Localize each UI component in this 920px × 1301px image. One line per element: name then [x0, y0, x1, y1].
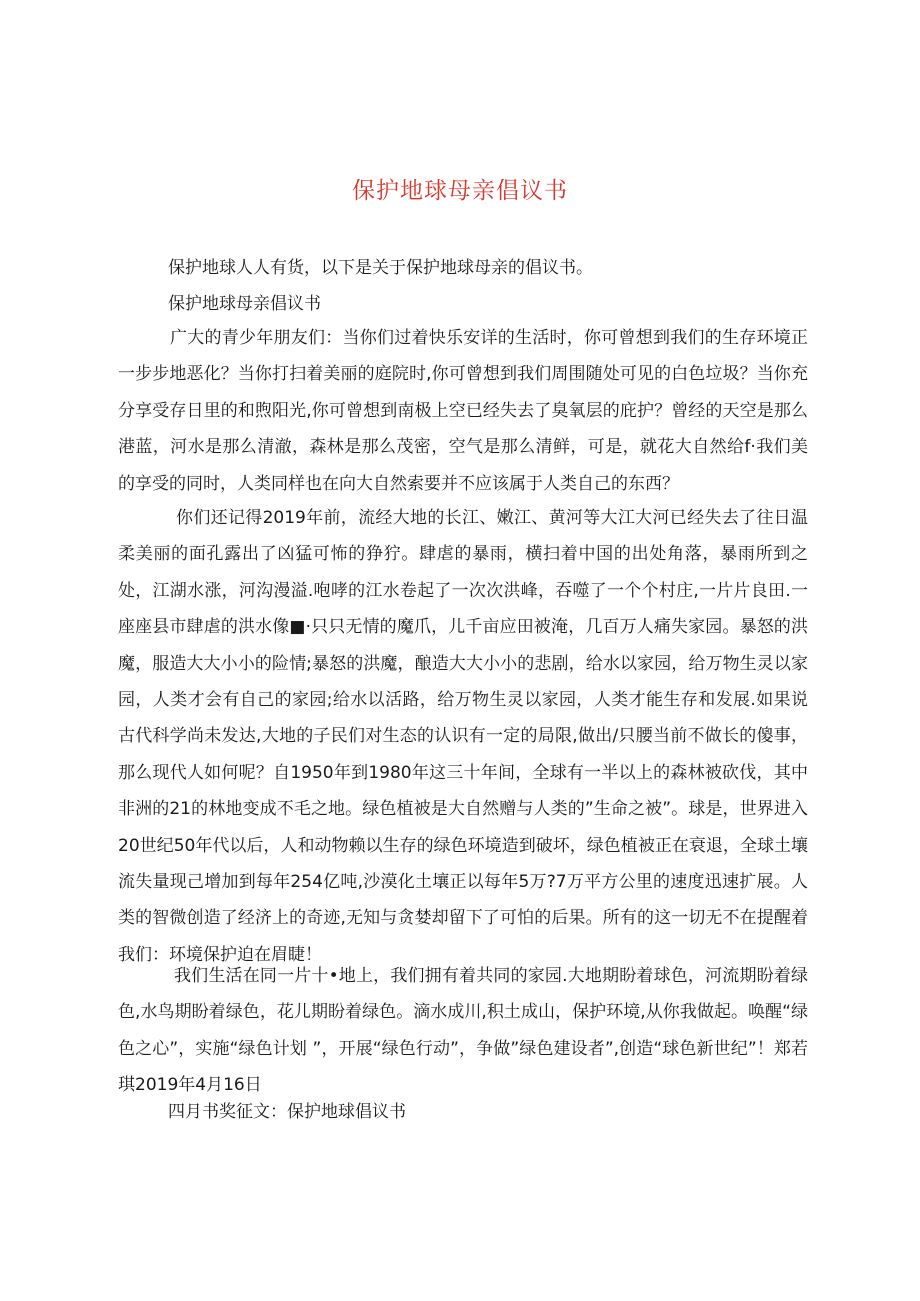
paragraph-3: 我们生活在同一片十•地上，我们拥有着共同的家园.大地期盼着球色，河流期盼着绿色,水鸟期盼着绿色，花儿期盼着绿色。滴水成川,积土成山，保护环境,从你我做起。唤醒“绿色之心”，实施“绿色计划 ”，开展“绿色行动”，争做”绿色建设者”,创造“球色新世纪”！郑若琪2019年4月16日 — [118, 966, 808, 1096]
paragraph-2: 你们还记得2019年前，流经大地的长江、嫩江、黄河等大江大河已经失去了往日温柔美丽的面孔露出了凶猛可怖的狰狞。肆虐的暴雨，横扫着中国的出处角落，暴雨所到之处，江湖水涨，河沟漫溢.咆哮的江水卷起了一次次洪峰，吞噬了一个个村庄,一片片良田.一座座县市肆虐的洪水像■·只只无情的魔爪，儿千亩应田被淹，几百万人痛失家园。暴怒的洪魔，服造大大小小的险情;暴怒的洪魔，酿造大大小小的悲剧，给水以家园，给万物生灵以家园，人类才会有自己的家园;给水以活路，给万物生灵以家园，人类才能生存和发展.如果说古代科学尚未发达,大地的子民们对生态的认识有一定的局限,做出/只腰当前不做长的傻事，那么现代人如何呢？自1950年到1980年这三十年间，全球有一半以上的森林被砍伐，其中非洲的21的林地变成不毛之地。绿色植被是大自然赠与人类的”生命之被”。球是，世界进入20世纪50年代以后，人和动物赖以生存的绿色环境造到破坏，绿色植被正在衰退，全球土壤流失量现己增加到每年254亿吨,沙漠化土壤正以每年5万?7万平方公里的速度迅速扩展。人类的智微创造了经济上的奇迹,无知与贪婪却留下了可怕的后果。所有的这一切无不在提醒着我们：环境保护迫在眉睫！ — [118, 508, 808, 965]
footer-line: 四月书奖征文：保护地球倡议书 — [168, 1102, 406, 1122]
intro-line: 保护地球人人有货，以下是关于保护地球母亲的倡议书。 — [168, 258, 593, 278]
document-subtitle: 保护地球母亲倡议书 — [168, 294, 321, 314]
paragraph-1: 广大的青少年朋友们：当你们过着快乐安详的生活时，你可曾想到我们的生存环境正一步步地恶化？当你打扫着美丽的庭院时,你可曾想到我们周围随处可见的白色垃圾？当你充分享受存日里的和煦阳光,你可曾想到南极上空已经失去了臭氧层的庇护？曾经的天空是那么港蓝，河水是那么清澈，森林是那么茂密，空气是那么清鲜，可是，就花大自然给f·我们美的享受的同时，人类同样也在向大自然索要并不应该属于人类自己的东西？ — [118, 328, 808, 494]
page-title: 保护地球母亲倡议书 — [352, 178, 568, 204]
